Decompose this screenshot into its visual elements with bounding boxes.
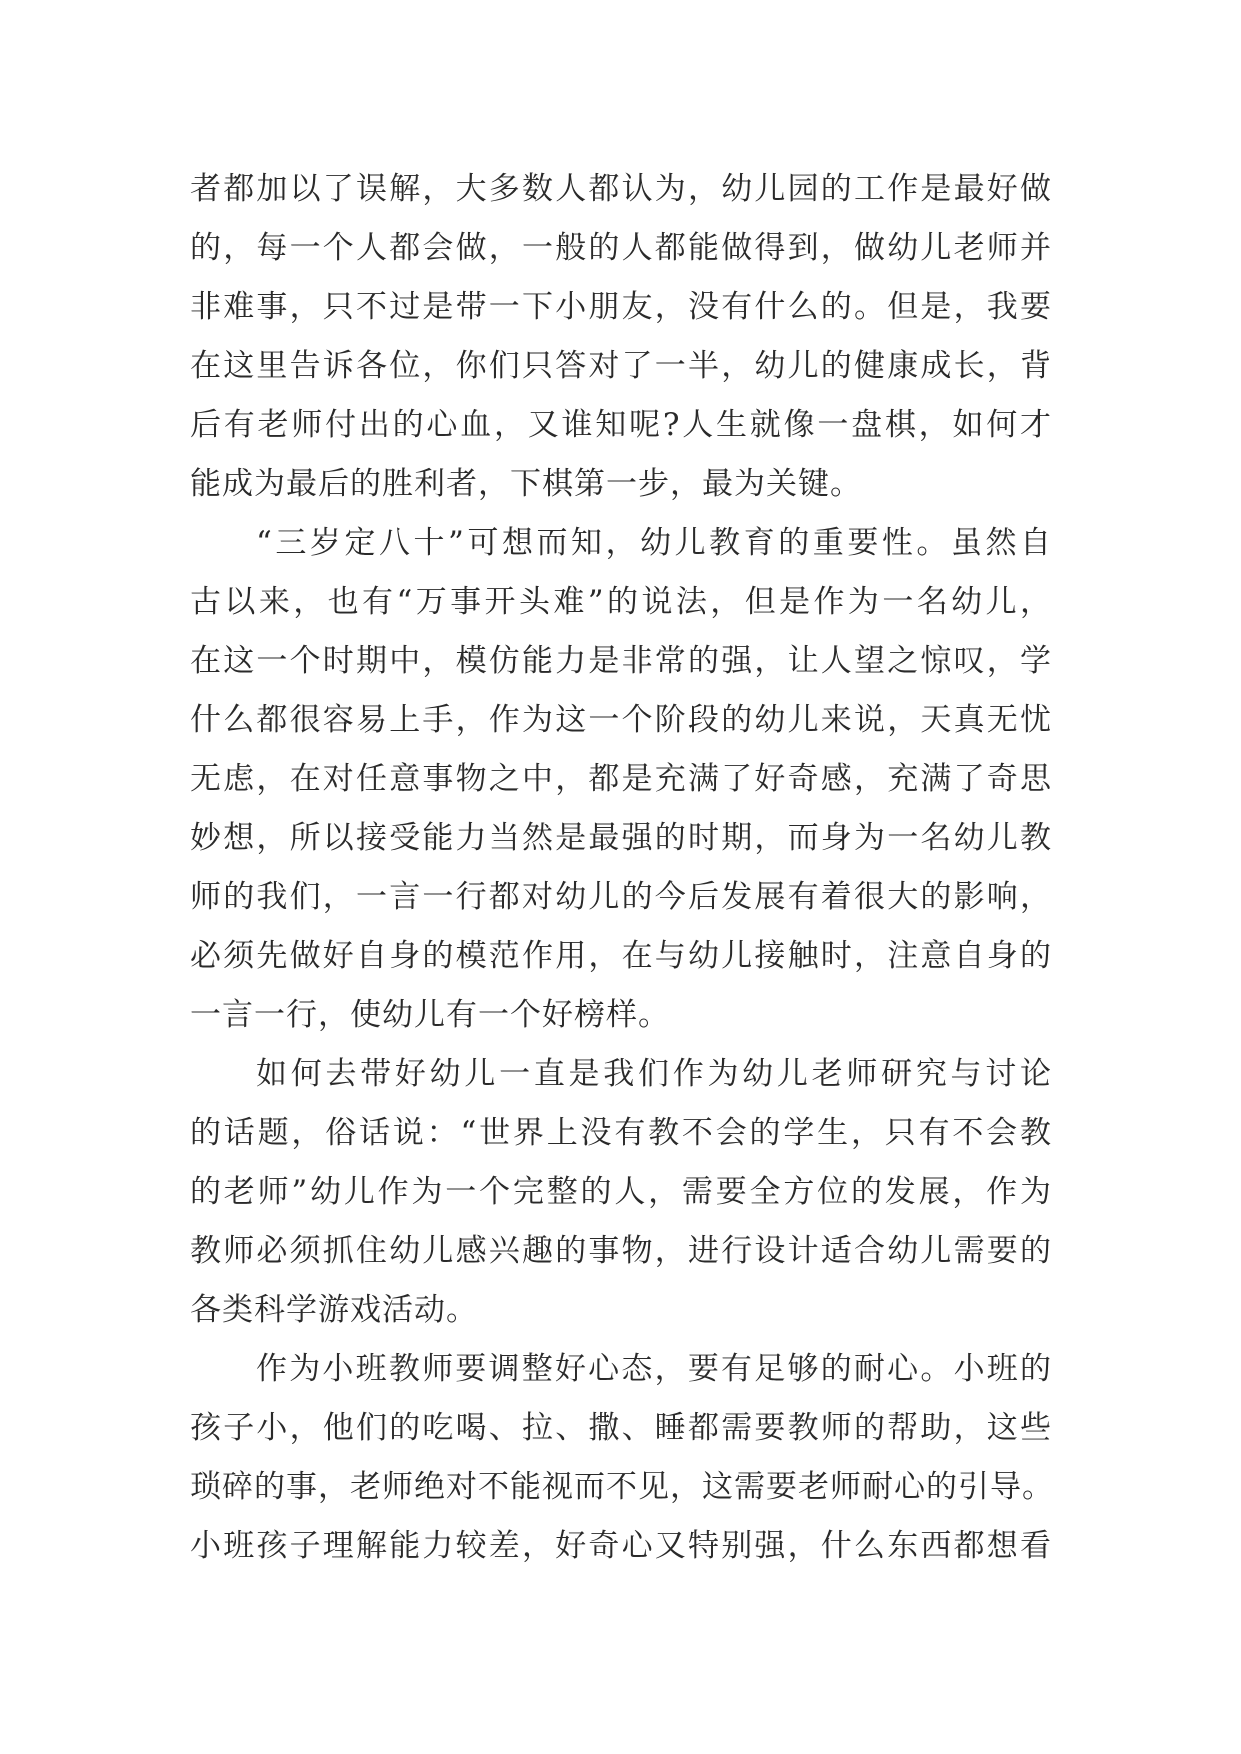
text-line: 作为小班教师要调整好心态，要有足够的耐心。小班的 (256, 1351, 1052, 1387)
text-line: 必须先做好自身的模范作用，在与幼儿接触时，注意自身的 (190, 938, 1052, 974)
text-line: 一言一行，使幼儿有一个好榜样。 (190, 997, 670, 1033)
paragraph-3 (190, 1045, 1052, 1340)
text-line: 各类科学游戏活动。 (190, 1292, 478, 1328)
text-line: 的老师”幼儿作为一个完整的人，需要全方位的发展，作为 (190, 1174, 1052, 1210)
text-line: 小班孩子理解能力较差，好奇心又特别强，什么东西都想看 (190, 1528, 1052, 1564)
text-line: 无虑，在对任意事物之中，都是充满了好奇感，充满了奇思 (190, 761, 1052, 797)
text-line: 的话题，俗话说：“世界上没有教不会的学生，只有不会教 (190, 1115, 1052, 1151)
text-line: 什么都很容易上手，作为这一个阶段的幼儿来说，天真无忧 (190, 702, 1052, 738)
text-line: 后有老师付出的心血，又谁知呢?人生就像一盘棋，如何才 (190, 407, 1052, 443)
text-line: 妙想，所以接受能力当然是最强的时期，而身为一名幼儿教 (190, 820, 1052, 856)
paragraph-4 (190, 1340, 1052, 1576)
text-line: 的，每一个人都会做，一般的人都能做得到，做幼儿老师并 (190, 230, 1052, 266)
text-line: “三岁定八十”可想而知，幼儿教育的重要性。虽然自 (256, 525, 1052, 561)
text-line: 在这一个时期中，模仿能力是非常的强，让人望之惊叹，学 (190, 643, 1052, 679)
text-line: 能成为最后的胜利者，下棋第一步，最为关键。 (190, 466, 862, 502)
document-body (190, 160, 1052, 1576)
text-line: 在这里告诉各位，你们只答对了一半，幼儿的健康成长，背 (190, 348, 1052, 384)
paragraph-2 (190, 514, 1052, 1045)
text-line: 师的我们，一言一行都对幼儿的今后发展有着很大的影响， (190, 879, 1052, 915)
paragraph-1 (190, 160, 1052, 514)
text-line: 孩子小，他们的吃喝、拉、撒、睡都需要教师的帮助，这些 (190, 1410, 1052, 1446)
text-line: 古以来，也有“万事开头难”的说法，但是作为一名幼儿， (190, 584, 1052, 620)
text-line: 教师必须抓住幼儿感兴趣的事物，进行设计适合幼儿需要的 (190, 1233, 1052, 1269)
text-line: 琐碎的事，老师绝对不能视而不见，这需要老师耐心的引导。 (190, 1469, 1054, 1505)
text-line: 非难事，只不过是带一下小朋友，没有什么的。但是，我要 (190, 289, 1052, 325)
text-line: 如何去带好幼儿一直是我们作为幼儿老师研究与讨论 (256, 1056, 1052, 1092)
text-line: 者都加以了误解，大多数人都认为，幼儿园的工作是最好做 (190, 171, 1052, 207)
